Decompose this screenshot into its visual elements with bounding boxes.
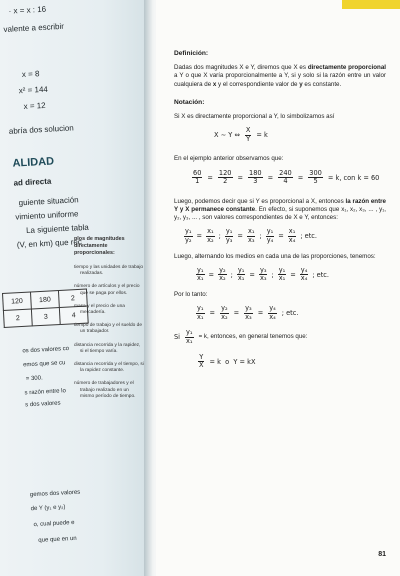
fraction: [248, 170, 263, 186]
formula-text: = k o Y = kX: [209, 357, 256, 366]
general-statement: [174, 329, 386, 345]
numerator: y₁: [186, 328, 193, 337]
list-item: masa y el precio de una mercadería.: [74, 303, 125, 316]
numerator: y₁: [266, 227, 274, 236]
formula-text: X ∼ Y ⇔: [214, 131, 240, 140]
proportion-formula: [184, 228, 386, 244]
table-cell: 4: [59, 306, 88, 324]
numerator: y₁: [197, 265, 204, 274]
numerator: 300: [309, 168, 322, 177]
numerator: y₁: [197, 304, 204, 313]
left-fragment: x = 8: [21, 69, 40, 80]
yellow-tab: [342, 0, 400, 9]
denominator: y₃: [225, 236, 233, 244]
table-cell: 3: [31, 308, 60, 326]
fraction: [206, 228, 215, 244]
example-intro: En el ejemplo anterior observamos que:: [174, 155, 284, 163]
numerator: y₂: [219, 265, 226, 274]
numerator: 240: [279, 168, 292, 177]
denominator: y₂: [185, 236, 192, 244]
operator: =: [233, 309, 240, 318]
left-fragment: (V, en km) que rec: [16, 237, 83, 250]
formula-text: Si: [174, 333, 181, 342]
left-fragment: emos que se cu: [22, 360, 66, 369]
denominator: x₂: [219, 274, 226, 283]
operator: ;: [218, 232, 221, 241]
left-subtitle: ad directa: [13, 176, 52, 188]
fraction: [259, 267, 268, 283]
left-fragment: La siguiente tabla: [25, 222, 89, 236]
numerator: X: [245, 126, 251, 135]
operator: =: [257, 309, 264, 318]
table-cell: 120: [3, 292, 32, 310]
portanto-label: Por lo tanto:: [174, 290, 208, 298]
text-span: Dadas dos magnitudes X e Y, diremos que X es: [174, 64, 308, 72]
denominator: x₂: [207, 236, 214, 244]
denominator: x₁: [237, 274, 245, 283]
left-fragment: gemos dos valores: [29, 489, 81, 499]
fraction: [278, 267, 287, 283]
denominator: x₄: [300, 274, 308, 283]
page-number: 81: [378, 551, 386, 558]
ratio-formula: [192, 170, 386, 186]
numerator: x₁: [207, 227, 214, 236]
definition-paragraph: [174, 64, 386, 89]
formula-text: = k: [256, 131, 268, 140]
numerator: y₁: [237, 265, 245, 274]
fraction: [192, 170, 202, 186]
fraction: [266, 228, 275, 244]
text-span: es constante.: [302, 80, 342, 88]
fraction: [196, 305, 205, 321]
denominator: x₁: [278, 274, 286, 283]
chain-formula: [196, 305, 386, 321]
page-content: [174, 50, 386, 378]
formula-text: = k, entonces, en general tenemos que:: [198, 333, 308, 341]
fraction: [237, 267, 246, 283]
operator: ;: [271, 270, 274, 279]
formula-tail: ; etc.: [281, 309, 299, 318]
notation-formula: [214, 127, 386, 143]
table-cell: 2: [58, 289, 87, 307]
alternated-formula: [196, 267, 386, 283]
operator: =: [290, 270, 296, 279]
left-fragment: guiente situación: [18, 195, 79, 208]
text-span: . En efecto, si suponemos que x₁, x₂, x₃, ... , y₁, y₂, y₃, ... , son valores correspondientes de X e Y, entonces:: [174, 206, 386, 222]
denominator: x₃: [245, 312, 252, 321]
numerator: x₁: [288, 227, 296, 236]
fraction: [196, 267, 205, 283]
numerator: Y: [199, 352, 204, 361]
numerator: y₃: [245, 304, 252, 313]
table-cell: 2: [3, 309, 32, 327]
denominator: 3: [253, 177, 258, 186]
notation-heading: Notación:: [174, 98, 205, 106]
numerator: y₄: [300, 265, 308, 274]
fraction: [198, 354, 205, 370]
numerator: y₂: [221, 304, 228, 313]
numerator: y₃: [259, 265, 267, 274]
bold-term: directamente proporcional: [307, 64, 386, 72]
fraction: [308, 170, 323, 186]
luego-paragraph: [174, 198, 386, 223]
formula-tail: ; etc.: [312, 270, 330, 279]
operator: ;: [230, 270, 233, 279]
numerator: 60: [193, 168, 202, 177]
denominator: y₄: [266, 236, 274, 244]
operator: =: [249, 270, 255, 279]
left-fragment: = 300.: [25, 375, 43, 383]
denominator: 2: [223, 177, 228, 186]
formula-tail: = k, con k = 60: [327, 173, 380, 182]
text-span: y el correspondiente valor de: [216, 80, 300, 88]
fraction: [278, 170, 293, 186]
denominator: x₄: [269, 312, 276, 321]
fraction: [185, 329, 194, 345]
table-cell: 180: [30, 291, 59, 309]
fraction: [220, 305, 229, 321]
operator: =: [237, 173, 244, 182]
fraction: [244, 305, 253, 321]
fraction: [288, 228, 297, 244]
fraction: [218, 267, 227, 283]
denominator: x₂: [221, 312, 228, 321]
numerator: 180: [249, 168, 262, 177]
denominator: X: [199, 361, 204, 370]
numerator: x₁: [247, 227, 255, 236]
final-formula: [198, 354, 386, 370]
denominator: x₁: [197, 312, 204, 321]
denominator: x₃: [259, 274, 267, 283]
left-fragment: valente a escribir: [3, 21, 65, 34]
fraction: [268, 305, 277, 321]
fraction: [247, 228, 256, 244]
notation-paragraph: Si X es directamente proporcional a Y, lo simbolizamos así: [174, 113, 335, 121]
examples-column: [74, 236, 144, 436]
fraction: [225, 228, 234, 244]
operator: ;: [259, 232, 262, 241]
denominator: 5: [313, 177, 318, 186]
denominator: x₁: [186, 336, 193, 345]
fraction: [218, 170, 233, 186]
list-item: número de artículos y el precio que se paga por ellos.: [74, 284, 140, 296]
bold-term: la razón entre Y y X permanece constante: [174, 197, 386, 213]
operator: =: [196, 232, 203, 241]
bold-term: x: [212, 80, 217, 88]
left-fragment: · x = x : 16: [8, 4, 47, 16]
denominator: x₃: [247, 236, 255, 244]
denominator: x₁: [197, 274, 204, 283]
left-fragment: que que en un: [38, 535, 77, 544]
numerator: y₁: [278, 265, 286, 274]
left-fragment: o, cual puede e: [33, 519, 75, 529]
list-item: distancia recorrida y el tiempo, si la rapidez constante.: [74, 362, 144, 374]
operator: =: [297, 173, 304, 182]
operator: =: [209, 309, 216, 318]
left-section-title: ALIDAD: [12, 155, 55, 170]
numerator: y₄: [269, 304, 276, 313]
bold-term: y: [299, 80, 303, 88]
alternando-paragraph: Luego, alternando los medios en cada una de las proporciones, tenemos:: [174, 252, 376, 260]
list-item: distancia recorrida y la rapidez, si el tiempo varía.: [74, 342, 141, 354]
operator: =: [237, 232, 243, 241]
left-fragment: vimiento uniforme: [15, 209, 79, 222]
denominator: 4: [283, 177, 288, 186]
operator: =: [207, 173, 213, 182]
examples-heading: plos de magnitudes directamente proporcionales:: [74, 236, 125, 256]
left-fragment: x = 12: [23, 100, 46, 112]
denominator: 1: [195, 177, 200, 186]
left-fragment: s dos valores: [25, 400, 61, 409]
fraction: [184, 228, 193, 244]
denominator: x₄: [288, 236, 296, 244]
fraction: [300, 267, 309, 283]
fraction: [245, 127, 252, 143]
formula-tail: ; etc.: [300, 232, 318, 241]
operator: =: [208, 270, 215, 279]
denominator: Y: [246, 134, 251, 143]
operator: =: [278, 232, 284, 241]
left-fragment: os dos valores co: [22, 345, 70, 355]
left-fragment: de Y (y₁ e y₂): [30, 504, 66, 513]
left-page: [0, 0, 146, 576]
text-span: a Y o que X varía proporcionalmente a Y, si y solo si la razón entre un valor cualquiera de: [174, 72, 386, 88]
numerator: y₁: [185, 227, 192, 236]
right-page: [156, 0, 400, 576]
list-item: tiempo y las unidades de trabajo realizadas.: [74, 265, 144, 277]
left-fragment: s razón entre lo: [24, 388, 67, 397]
definition-heading: Definición:: [174, 50, 209, 57]
text-span: Luego, podemos decir que si Y es proporcional a X, entonces: [174, 197, 346, 205]
list-item: tiempo de trabajo y el sueldo de un trabajador.: [74, 323, 142, 335]
left-fragment: abría dos solucion: [8, 123, 74, 136]
operator: =: [267, 173, 274, 182]
list-item: número de trabajadores y el trabajo realizado en un mismo período de tiempo.: [74, 381, 136, 399]
numerator: 120: [218, 168, 232, 177]
left-fragment: x² = 144: [18, 84, 49, 96]
numerator: y₁: [225, 227, 233, 236]
